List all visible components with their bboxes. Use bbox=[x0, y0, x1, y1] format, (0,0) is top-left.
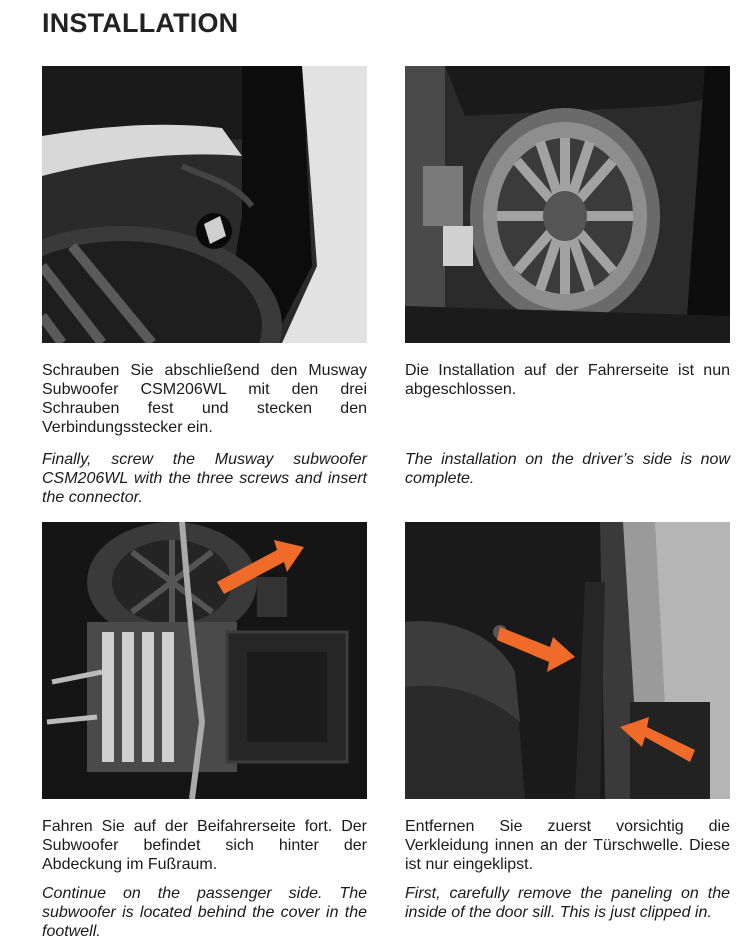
step-3-text-german: Fahren Sie auf der Beifahrerseite fort. Der Subwoofer befindet sich hinter der Abdeckung im Fußraum. bbox=[42, 818, 367, 873]
step-4-text-german: Entfernen Sie zuerst vorsichtig die Verkleidung innen an der Türschwelle. Diese ist nur eingeklipst. bbox=[405, 818, 730, 873]
photo-door-sill-paneling bbox=[405, 522, 730, 799]
step-1-text-english: Finally, screw the Musway subwoofer CSM206WL with the three screws and insert the connector. bbox=[42, 451, 367, 506]
photo-passenger-footwell bbox=[42, 522, 367, 799]
step-1-text-german: Schrauben Sie abschließend den Musway Subwoofer CSM206WL mit den drei Schrauben fest und stecken den Verbindungsstecker ein. bbox=[42, 362, 367, 436]
step-4-text-english: First, carefully remove the paneling on the inside of the door sill. This is just clipped in. bbox=[405, 885, 730, 921]
photo-driver-side-installed bbox=[405, 66, 730, 343]
photo-subwoofer-screw-mount bbox=[42, 66, 367, 343]
step-3-text-english: Continue on the passenger side. The subwoofer is located behind the cover in the footwell. bbox=[42, 885, 367, 940]
step-2-text-english: The installation on the driver’s side is now complete. bbox=[405, 451, 730, 487]
step-2-text-german: Die Installation auf der Fahrerseite ist nun abgeschlossen. bbox=[405, 362, 730, 398]
page-title: INSTALLATION bbox=[42, 8, 239, 38]
